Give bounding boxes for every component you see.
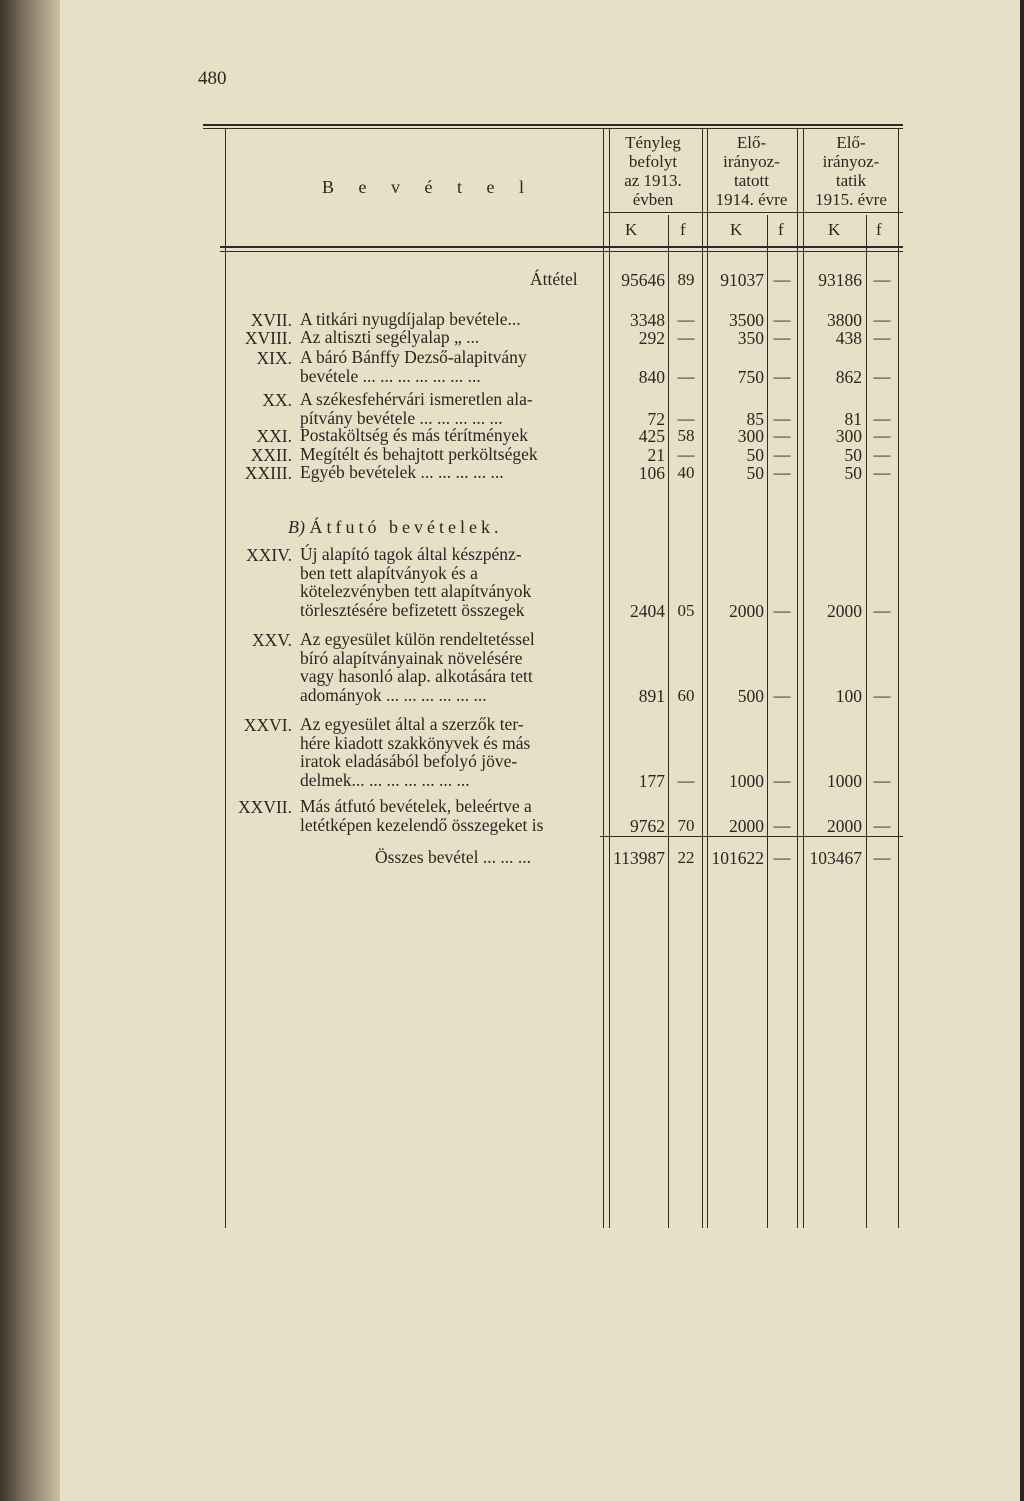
row-b-fillér-f1: 70: [677, 815, 695, 835]
row-b-value-text: 2000: [827, 600, 862, 621]
row-a-value-text: 750: [737, 366, 764, 387]
row-a-fillér-f3: —: [873, 310, 891, 329]
row-a-fillér-f3: —: [873, 408, 891, 428]
row-a-value-text: 300: [737, 426, 764, 446]
section-b-heading: [288, 517, 502, 538]
row-a-fillér-f2: —: [773, 408, 791, 428]
header-unit-rule: [603, 212, 903, 213]
row-b-text-line: ben tett alapítványok és a: [300, 562, 478, 583]
row-b-fillér-f3: —: [873, 770, 891, 790]
left-rule: [225, 128, 226, 1228]
row-b-value-text: 1000: [827, 770, 862, 791]
book-spine: [0, 0, 60, 1501]
row-a-text-line: A székesfehérvári ismeretlen ala-: [300, 389, 533, 409]
row-b-number: XXV.: [251, 630, 292, 650]
row-a-fillér-f1: —: [677, 328, 695, 347]
row-a-fillér-f1: —: [677, 408, 695, 428]
row-a-value-text: 862: [835, 366, 862, 387]
row-a-number: XXII.: [250, 445, 292, 465]
total-fillér-f3: —: [873, 848, 891, 867]
row-b-fillér-f3: —: [873, 685, 891, 705]
row-a-value-text: 50: [844, 445, 862, 465]
row-a-value-text: 438: [835, 328, 862, 348]
section-b-letter: B): [288, 517, 305, 537]
carry-value-text: 93186: [818, 270, 862, 290]
row-b-number: XXVII.: [238, 797, 292, 817]
row-a-text-line: Postaköltség és más térítmények: [300, 425, 528, 445]
row-a-fillér-f1: 58: [677, 426, 695, 445]
row-a-text-line: bevétele ... ... ... ... ... ... ...: [300, 365, 481, 386]
row-b-number: XXIV.: [246, 545, 292, 565]
table-title: B e v é t e l: [322, 177, 534, 197]
right-rule: [898, 128, 899, 1228]
row-b-fillér-f3: —: [873, 815, 891, 835]
col-rule-3b: [803, 128, 804, 1228]
col3-header-line: 1915. évre: [815, 190, 887, 209]
row-a-text-line: A báró Bánffy Dezső-alapitvány: [300, 347, 527, 367]
row-b-number: XXVI.: [243, 715, 292, 735]
row-a-fillér-f2: —: [773, 463, 791, 482]
row-a-fillér-f2: —: [773, 445, 791, 464]
row-a-number: XVII.: [250, 310, 292, 330]
unit-k-1: K: [625, 220, 638, 239]
row-b-fillér-f2: —: [773, 685, 791, 705]
row-b-fillér-f2: —: [773, 600, 791, 620]
row-b-text-line: Az egyesület által a szerzők ter-: [300, 714, 524, 734]
row-b-value-text: 500: [737, 685, 764, 706]
row-b-value-text: 1000: [729, 770, 764, 791]
row-a-fillér-f3: —: [873, 328, 891, 347]
col3-header-line: Elő-: [836, 133, 866, 152]
col1-header-line: évben: [632, 190, 674, 209]
row-a-value-text: 350: [737, 328, 764, 348]
row-b-text-line: letétképen kezelendő összegeket is: [300, 814, 544, 835]
total-label: Összes bevétel ... ... ...: [375, 847, 532, 867]
row-a-text-line: Egyéb bevételek ... ... ... ... ...: [300, 462, 504, 482]
row-a-value-text: 292: [638, 328, 665, 348]
row-a-fillér-f1: —: [677, 445, 695, 464]
col2-header-line: tatott: [734, 171, 769, 190]
row-a-fillér-f2: —: [773, 328, 791, 347]
unit-f-1: f: [680, 220, 686, 239]
row-b-text-line: vagy hasonló alap. alkotására tett: [300, 666, 533, 686]
row-a-value-text: 425: [638, 426, 665, 446]
row-a-fillér-f1: 40: [677, 463, 695, 482]
row-a-value-text: 300: [835, 426, 862, 446]
row-a-text-line: pítvány bevétele ... ... ... ... ...: [300, 407, 503, 428]
header-bottom-rule: [220, 246, 903, 248]
row-a-fillér-f3: —: [873, 445, 891, 464]
row-b-value-text: 100: [835, 685, 862, 706]
col2-header-line: Elő-: [736, 133, 767, 152]
row-b-text-line: bíró alapítványainak növelésére: [300, 647, 523, 668]
row-b-fillér-f1: 05: [677, 600, 695, 620]
unit-k-2: K: [730, 220, 743, 239]
row-a-fillér-f2: —: [773, 426, 791, 445]
col-rule-1b: [609, 128, 610, 1228]
col3-header: [801, 133, 901, 209]
col-rule-kf1: [668, 215, 669, 1228]
col3-header-line: tatik: [835, 171, 867, 190]
row-b-value-text: 2404: [630, 600, 665, 621]
unit-f-3: f: [876, 220, 882, 239]
col1-header: [604, 133, 702, 209]
row-a-number: XVIII.: [244, 328, 292, 348]
row-b-text-line: Új alapító tagok által készpénz-: [300, 544, 522, 564]
carry-value-text: 95646: [621, 270, 665, 290]
row-a-fillér-f3: —: [873, 366, 891, 386]
col-rule-1: [603, 128, 604, 1228]
row-a-fillér-f1: —: [677, 310, 695, 329]
row-b-text-line: adományok ... ... ... ... ... ...: [300, 684, 487, 705]
total-value-text: 113987: [613, 848, 665, 868]
row-a-value-text: 50: [746, 463, 764, 483]
col-rule-kf3: [866, 215, 867, 1228]
row-a-value-text: 85: [746, 408, 764, 429]
row-a-fillér-f2: —: [773, 310, 791, 329]
row-a-text-line: Az altiszti segélyalap „ ...: [300, 327, 480, 347]
row-b-value-text: 2000: [729, 815, 764, 836]
row-a-fillér-f1: —: [677, 366, 695, 386]
carry-value-text: 91037: [720, 270, 764, 290]
page-number: 480: [198, 68, 227, 89]
col1-header-line: Tényleg: [625, 133, 681, 152]
row-a-value-text: 50: [844, 463, 862, 483]
col1-header-line: az 1913.: [624, 171, 682, 190]
col2-header-line: 1914. évre: [715, 190, 788, 209]
col2-header: [704, 133, 799, 209]
row-b-value-text: 177: [638, 770, 665, 791]
row-a-text-line: A titkári nyugdíjalap bevétele...: [300, 309, 521, 329]
carry-fillér-f2: —: [773, 270, 791, 289]
row-a-value-text: 3800: [827, 310, 862, 330]
total-fillér-f2: —: [773, 848, 791, 867]
section-b-title: Átfutó bevételek.: [309, 517, 503, 537]
row-a-value-text: 3348: [630, 310, 665, 330]
row-a-value-text: 106: [638, 463, 665, 483]
unit-k-3: K: [828, 220, 841, 239]
row-b-text-line: Az egyesület külön rendeltetéssel: [300, 629, 535, 649]
row-b-text-line: Más átfutó bevételek, beleértve a: [300, 796, 532, 816]
row-b-fillér-f1: —: [677, 770, 695, 790]
row-b-text-line: hére kiadott szakkönyvek és más: [300, 732, 531, 753]
row-a-fillér-f2: —: [773, 366, 791, 386]
row-b-text-line: iratok eladásából befolyó jöve-: [300, 751, 518, 771]
header-bottom-rule-2: [220, 251, 903, 252]
row-b-fillér-f2: —: [773, 770, 791, 790]
carry-fillér-f3: —: [873, 270, 891, 289]
table-top-rule: [203, 124, 903, 126]
row-b-fillér-f2: —: [773, 815, 791, 835]
row-b-value-text: 9762: [630, 815, 665, 836]
row-b-fillér-f1: 60: [677, 685, 695, 705]
row-a-value-text: 840: [638, 366, 665, 387]
row-a-number: XIX.: [256, 348, 292, 368]
row-a-number: XX.: [262, 390, 292, 410]
row-a-text-line: Megítélt és behajtott perköltségek: [300, 444, 538, 464]
total-value-text: 103467: [809, 848, 862, 868]
row-a-value-text: 81: [844, 408, 862, 429]
col-rule-kf2: [767, 215, 768, 1228]
total-value-text: 101622: [711, 848, 764, 868]
row-a-value-text: 21: [647, 445, 665, 465]
unit-f-2: f: [778, 220, 784, 239]
col-rule-2: [702, 128, 703, 1228]
col1-header-line: befolyt: [628, 152, 678, 171]
row-b-value-text: 2000: [827, 815, 862, 836]
carry-label: Áttétel: [530, 269, 578, 289]
row-a-number: XXIII.: [244, 463, 292, 483]
col2-header-line: irányoz-: [723, 152, 780, 171]
row-a-number: XXI.: [256, 426, 292, 446]
row-b-text-line: törlesztésére befizetett összegek: [300, 599, 525, 620]
carry-fillér-f1: 89: [677, 270, 695, 289]
row-b-value-text: 2000: [729, 600, 764, 621]
row-a-value-text: 50: [746, 445, 764, 465]
row-a-fillér-f3: —: [873, 426, 891, 445]
row-a-value-text: 72: [647, 408, 665, 429]
row-b-fillér-f3: —: [873, 600, 891, 620]
col-rule-3: [797, 128, 798, 1228]
row-a-fillér-f3: —: [873, 463, 891, 482]
row-a-value-text: 3500: [729, 310, 764, 330]
row-b-text-line: kötelezvényben tett alapítványok: [300, 581, 532, 601]
row-b-text-line: delmek... ... ... ... ... ... ...: [300, 769, 470, 790]
col-rule-2b: [707, 128, 708, 1228]
total-fillér-f1: 22: [677, 848, 695, 867]
row-b-value-text: 891: [638, 685, 665, 706]
col3-header-line: irányoz-: [822, 152, 880, 171]
